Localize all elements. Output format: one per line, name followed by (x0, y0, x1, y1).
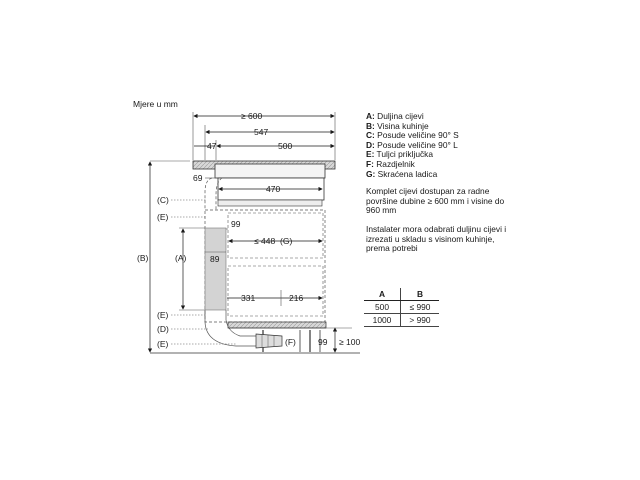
dim-depth-547: 547 (254, 127, 269, 137)
callout-A: (A) (175, 253, 187, 263)
table-row: 500 ≤ 990 (364, 301, 439, 314)
callout-E3: (E) (157, 339, 169, 349)
dim-331: 331 (241, 293, 256, 303)
hob-body (215, 164, 325, 178)
dim-total-width: ≥ 600 (241, 111, 263, 121)
table-header-b: B (401, 288, 440, 301)
page-title: Mjere u mm (133, 99, 178, 109)
legend-item-f: F: Razdjelnik (366, 158, 415, 169)
callout-E2: (E) (157, 310, 169, 320)
dim-448-ref: (G) (280, 236, 293, 246)
legend-item-b: B: Visina kuhinje (366, 120, 429, 131)
dim-216: 216 (289, 293, 304, 303)
callout-F: (F) (285, 337, 296, 347)
legend-item-e: E: Tuljci priključka (366, 149, 434, 160)
duct-bend-top (205, 178, 212, 210)
dim-offset-47: 47 (207, 141, 217, 151)
callout-E1: (E) (157, 212, 169, 222)
legend (366, 112, 516, 254)
size-table (364, 288, 439, 327)
dim-99-bottom: 99 (318, 337, 328, 347)
duct-piece (205, 228, 226, 310)
callout-D: (D) (157, 324, 169, 334)
diffuser (256, 334, 282, 348)
dim-89: 89 (210, 254, 220, 264)
dim-99-top: 99 (231, 219, 241, 229)
legend-item-a: A: Duljina cijevi (366, 111, 424, 121)
dim-470: 470 (266, 184, 281, 194)
table-row: 1000 > 990 (364, 314, 439, 327)
legend-item-g: G: Skraćena ladica (366, 168, 438, 179)
base-board (228, 322, 326, 328)
dim-100: ≥ 100 (339, 337, 361, 347)
note-installer: Instalater mora odabrati duljinu cijevi i izrezati u skladu s visinom kuhinje, prema potrebi (366, 223, 507, 254)
callout-C: (C) (157, 195, 169, 205)
legend-item-c: C: Posude veličine 90° S (366, 130, 459, 141)
callout-B: (B) (137, 253, 149, 263)
note-kit: Komplet cijevi dostupan za radne površine dubine ≥ 600 mm i visine do 960 mm (366, 186, 505, 216)
table-header-a: A (364, 288, 401, 301)
dim-width-500: 500 (278, 141, 293, 151)
legend-item-d: D: Posude veličine 90° L (366, 139, 458, 150)
dim-69: 69 (193, 173, 203, 183)
dim-448: ≤ 448 (254, 236, 276, 246)
